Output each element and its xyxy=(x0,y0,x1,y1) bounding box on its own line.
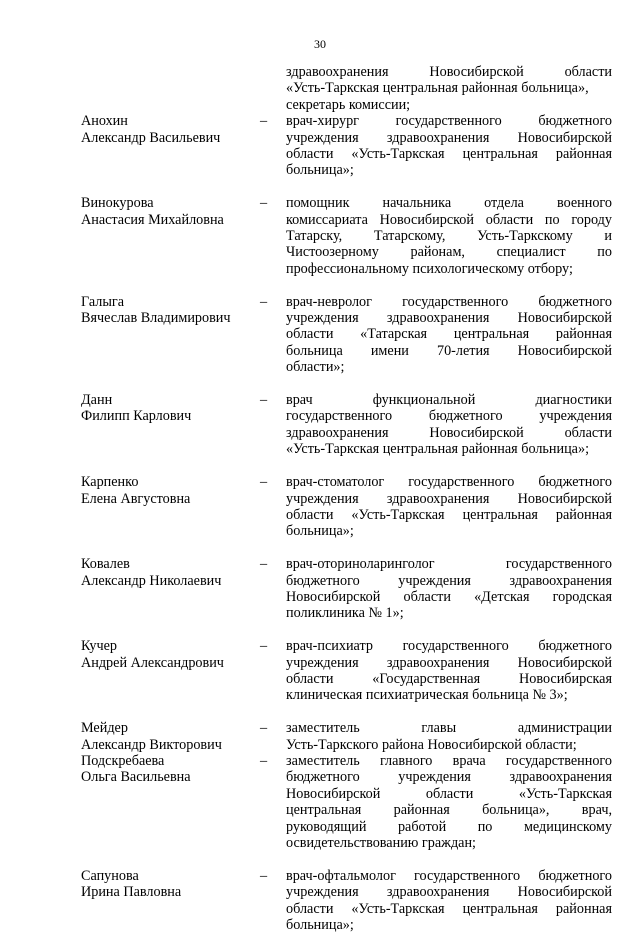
desc-line: комиссариата Новосибирской области по городу xyxy=(286,211,612,228)
members xyxy=(81,113,612,933)
dash-separator: – xyxy=(260,113,268,130)
desc-line: помощник начальника отдела военного xyxy=(286,195,612,212)
dash-separator: – xyxy=(260,293,268,310)
desc-line: учреждения здравоохранения Новосибирской xyxy=(286,490,612,507)
member-given-names: Александр Николаевич xyxy=(81,572,222,589)
desc-line: учреждения здравоохранения Новосибирской xyxy=(286,129,612,146)
desc-line: врач-офтальмолог государственного бюджетного xyxy=(286,867,612,884)
desc-line: врач-невролог государственного бюджетного xyxy=(286,293,612,310)
desc-line: «Усть-Таркская центральная районная больница»; xyxy=(286,441,590,458)
member-name xyxy=(81,753,260,786)
desc-line: врач-психиатр государственного бюджетного xyxy=(286,638,612,655)
member-position xyxy=(286,638,612,704)
desc-line: области «Государственная Новосибирская xyxy=(286,670,612,687)
member-name xyxy=(81,868,260,901)
desc-line: поликлиника № 1»; xyxy=(286,605,404,622)
desc-line: врач-стоматолог государственного бюджетного xyxy=(286,474,612,491)
continuation-text xyxy=(286,64,612,113)
member-given-names: Ольга Васильевна xyxy=(81,769,191,786)
member-position xyxy=(286,113,612,179)
member-surname: Мейдер xyxy=(81,720,128,737)
desc-line: области «Усть-Таркская центральная районная xyxy=(286,146,612,163)
desc-line: заместитель главы администрации xyxy=(286,720,612,737)
member-given-names: Анастасия Михайловна xyxy=(81,211,224,228)
member-given-names: Елена Августовна xyxy=(81,490,191,507)
member-position xyxy=(286,720,612,753)
desc-line: «Усть-Таркская центральная районная больница», xyxy=(286,80,589,97)
member-surname: Кучер xyxy=(81,638,118,655)
commission-members-list xyxy=(81,64,612,933)
dash-separator: – xyxy=(260,474,268,491)
member-surname: Винокурова xyxy=(81,195,154,212)
member-position xyxy=(286,392,612,458)
member-position xyxy=(286,474,612,540)
member-entry xyxy=(81,720,612,753)
desc-line: области «Усть-Таркская центральная районная xyxy=(286,900,612,917)
desc-line: профессиональному психологическому отбору; xyxy=(286,260,573,277)
desc-line: врач-хирург государственного бюджетного xyxy=(286,113,612,130)
member-surname: Галыга xyxy=(81,293,124,310)
desc-line: здравоохранения Новосибирской области xyxy=(286,64,612,80)
member-position xyxy=(286,556,612,622)
member-given-names: Александр Васильевич xyxy=(81,129,221,146)
dash-separator: – xyxy=(260,867,268,884)
member-given-names: Ирина Павловна xyxy=(81,884,182,901)
member-surname: Подскребаева xyxy=(81,752,165,769)
member-name xyxy=(81,556,260,589)
continuation-entry xyxy=(81,64,612,113)
desc-line: врач-оториноларинголог государственного xyxy=(286,556,612,573)
member-entry xyxy=(81,195,612,277)
desc-line: секретарь комиссии; xyxy=(286,96,411,113)
dash-separator: – xyxy=(260,720,268,737)
dash-separator: – xyxy=(260,556,268,573)
desc-line: заместитель главного врача государственного xyxy=(286,752,612,769)
desc-line: больница»; xyxy=(286,523,354,540)
member-position xyxy=(286,195,612,277)
desc-line: государственного бюджетного учреждения xyxy=(286,408,612,425)
desc-line: клиническая психиатрическая больница № 3»; xyxy=(286,687,568,704)
desc-line: больница»; xyxy=(286,917,354,933)
member-surname: Ковалев xyxy=(81,556,130,573)
desc-line: учреждения здравоохранения Новосибирской xyxy=(286,884,612,901)
desc-line: больница имени 70-летия Новосибирской xyxy=(286,342,612,359)
dash-separator: – xyxy=(260,638,268,655)
desc-line: центральная районная больница», врач, xyxy=(286,802,612,819)
member-given-names: Филипп Карлович xyxy=(81,408,192,425)
desc-line: бюджетного учреждения здравоохранения xyxy=(286,572,612,589)
desc-line: Татарску, Татарскому, Усть-Таркскому и xyxy=(286,228,612,245)
page-number: 30 xyxy=(314,37,326,51)
member-name xyxy=(81,195,260,228)
desc-line: Усть-Таркского района Новосибирской области; xyxy=(286,736,577,753)
member-surname: Анохин xyxy=(81,113,128,130)
desc-line: области»; xyxy=(286,359,345,376)
member-position xyxy=(286,294,612,376)
member-surname: Данн xyxy=(81,392,113,409)
desc-line: больница»; xyxy=(286,162,354,179)
member-position xyxy=(286,868,612,933)
desc-line: учреждения здравоохранения Новосибирской xyxy=(286,654,612,671)
member-entry xyxy=(81,868,612,933)
member-name xyxy=(81,294,260,327)
member-entry xyxy=(81,753,612,851)
desc-line: области «Татарская центральная районная xyxy=(286,326,612,343)
desc-line: бюджетного учреждения здравоохранения xyxy=(286,769,612,786)
member-entry xyxy=(81,474,612,540)
member-given-names: Александр Викторович xyxy=(81,736,222,753)
member-given-names: Андрей Александрович xyxy=(81,654,224,671)
member-position xyxy=(286,753,612,851)
member-given-names: Вячеслав Владимирович xyxy=(81,310,231,327)
member-name xyxy=(81,720,260,753)
member-entry xyxy=(81,556,612,622)
dash-separator: – xyxy=(260,392,268,409)
member-name xyxy=(81,113,260,146)
desc-line: учреждения здравоохранения Новосибирской xyxy=(286,310,612,327)
member-surname: Карпенко xyxy=(81,474,139,491)
member-entry xyxy=(81,392,612,458)
desc-line: области «Усть-Таркская центральная районная xyxy=(286,506,612,523)
member-surname: Сапунова xyxy=(81,867,139,884)
member-entry xyxy=(81,294,612,376)
desc-line: здравоохранения Новосибирской области xyxy=(286,424,612,441)
member-name xyxy=(81,474,260,507)
desc-line: врач функциональной диагностики xyxy=(286,392,612,409)
member-name xyxy=(81,638,260,671)
desc-line: освидетельствованию граждан; xyxy=(286,834,476,851)
desc-line: Новосибирской области «Детская городская xyxy=(286,588,612,605)
desc-line: руководящий работой по медицинскому xyxy=(286,818,612,835)
member-name xyxy=(81,392,260,425)
dash-separator: – xyxy=(260,195,268,212)
member-entry xyxy=(81,638,612,704)
desc-line: Чистоозерному районам, специалист по xyxy=(286,244,612,261)
dash-separator: – xyxy=(260,752,268,769)
desc-line: Новосибирской области «Усть-Таркская xyxy=(286,785,612,802)
member-entry xyxy=(81,113,612,179)
